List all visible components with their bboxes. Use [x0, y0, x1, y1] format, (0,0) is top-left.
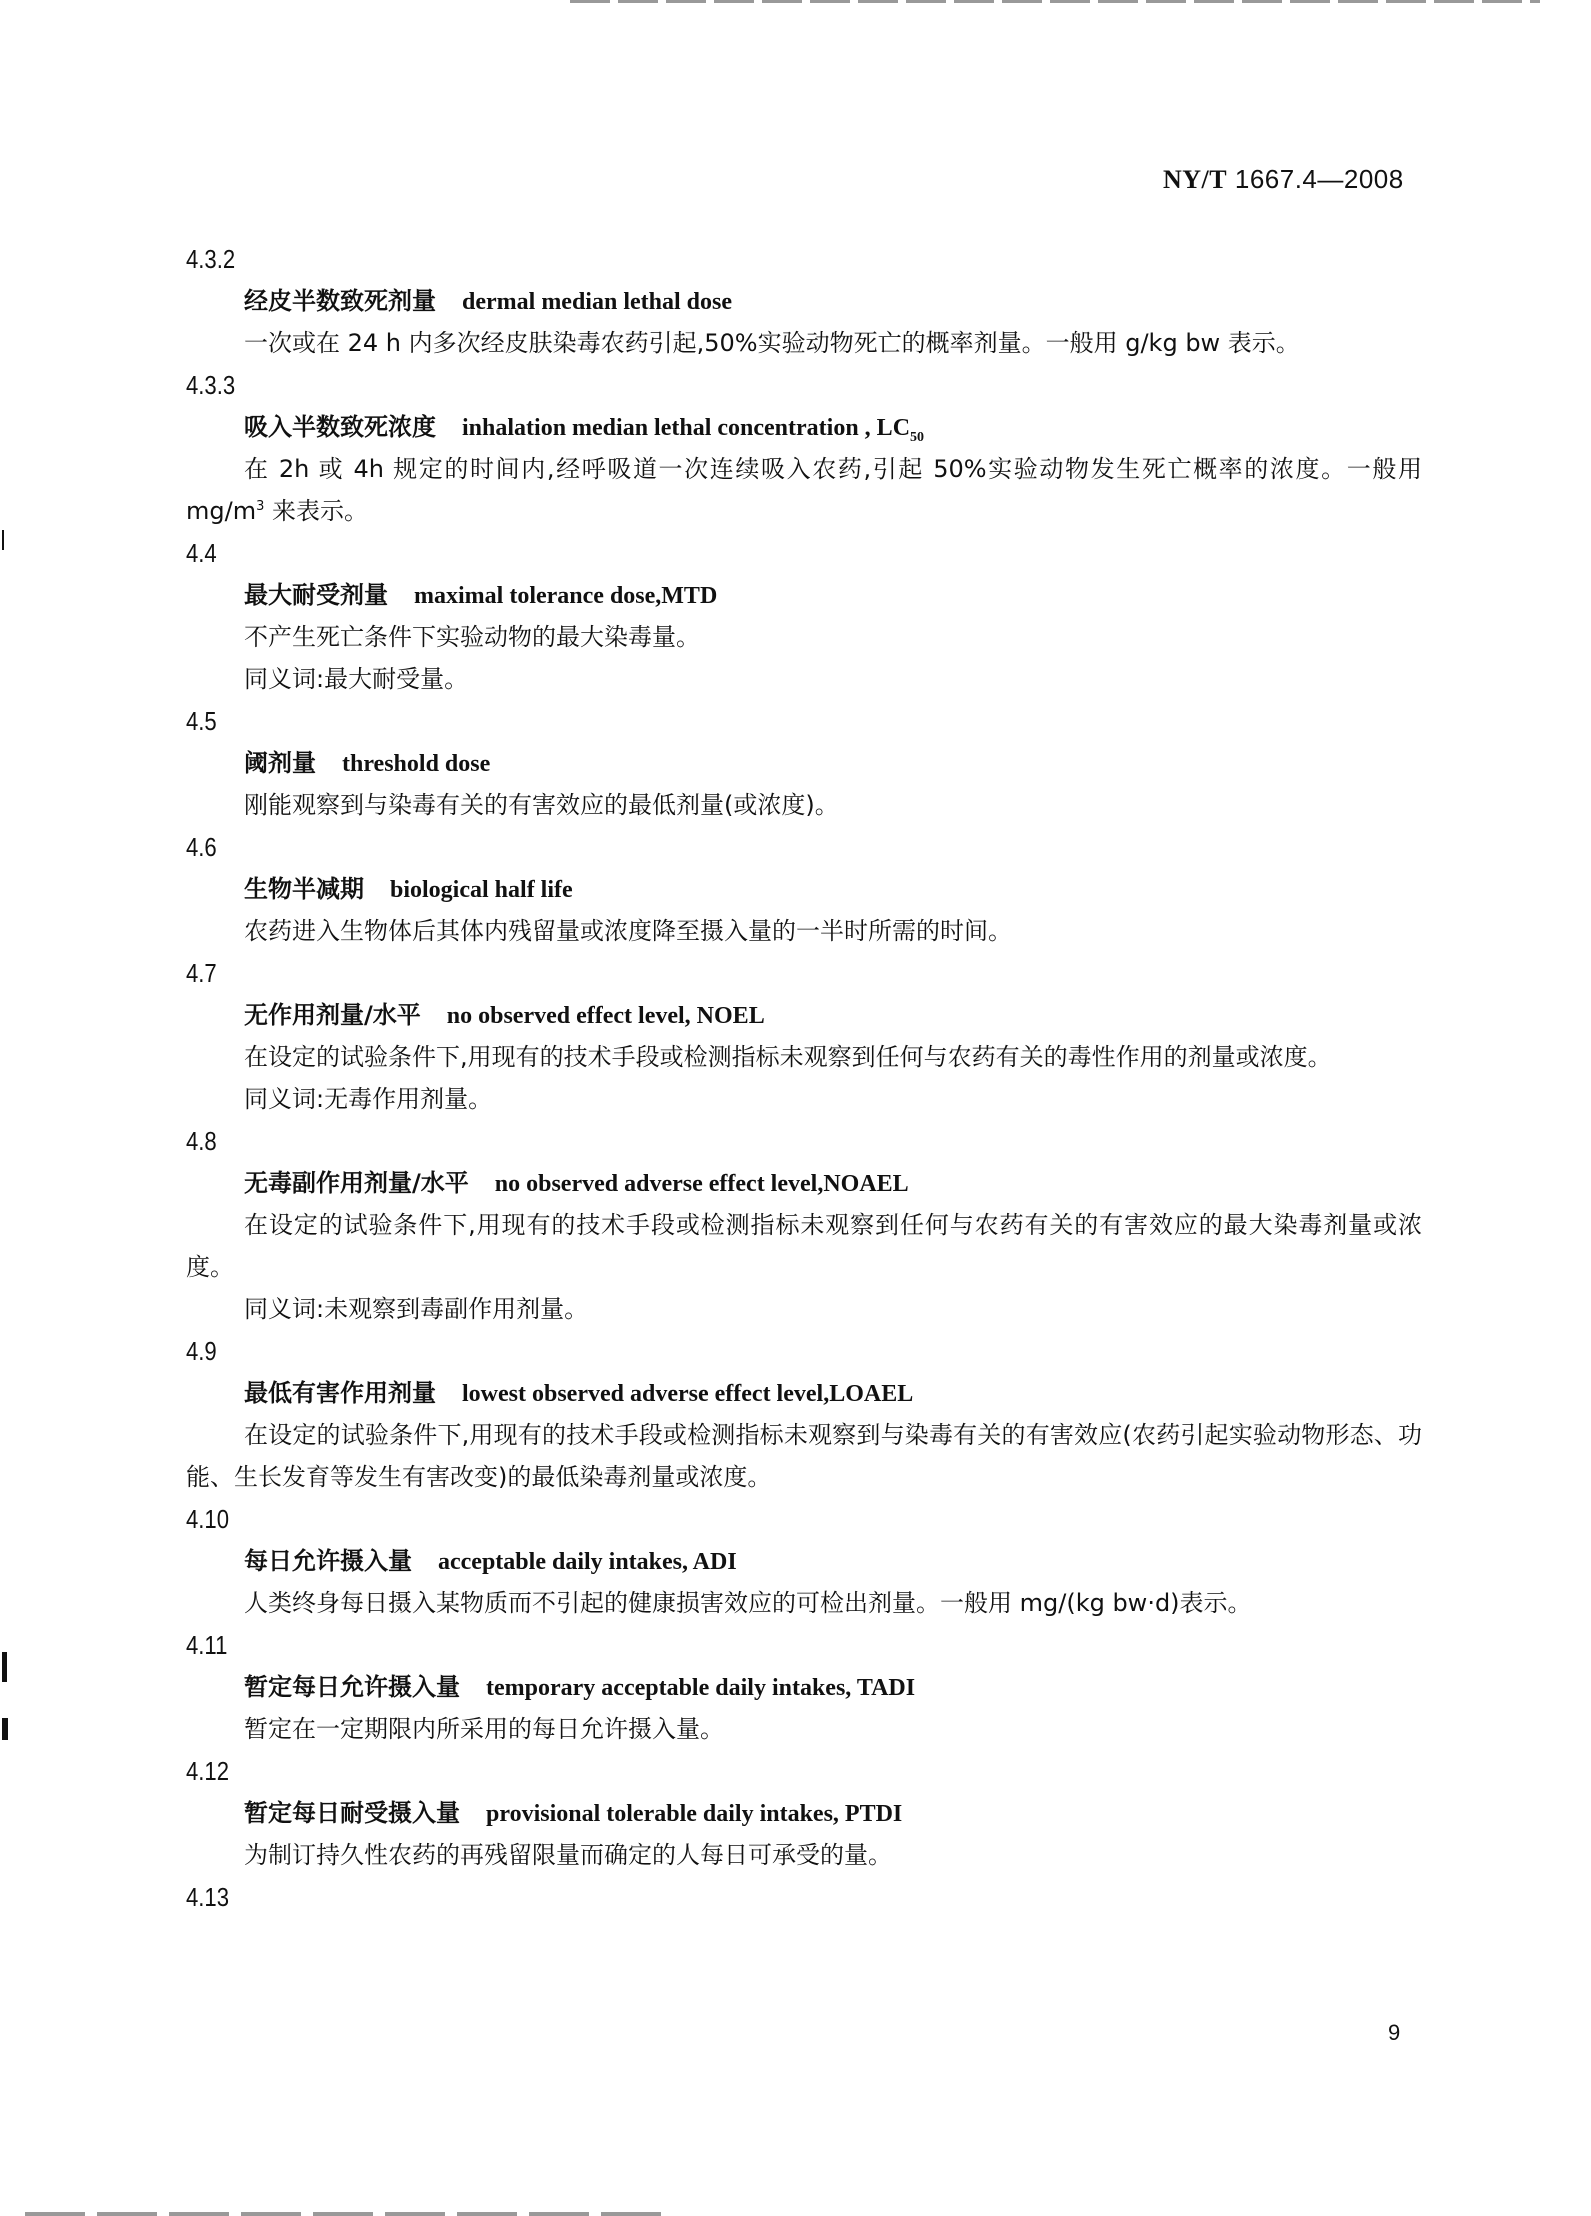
term-en: biological half life — [390, 877, 573, 903]
clause-number: 4.10 — [186, 1504, 230, 1534]
term-zh: 每日允许摄入量 — [244, 1547, 412, 1575]
term-heading — [186, 406, 1422, 448]
term-heading — [186, 280, 1422, 322]
term-heading — [186, 994, 1422, 1036]
definition-paragraph: 暂定在一定期限内所采用的每日允许摄入量。 — [244, 1715, 724, 1743]
term-en-text: inhalation median lethal concentration , LC — [462, 415, 911, 441]
definition-paragraph: 刚能观察到与染毒有关的有害效应的最低剂量(或浓度)。 — [244, 791, 839, 819]
document-body — [186, 238, 1422, 1918]
term-en: temporary acceptable daily intakes, TADI — [486, 1675, 916, 1701]
clause-number: 4.3.2 — [186, 244, 236, 274]
definition-paragraph — [186, 448, 1422, 532]
scan-edge-top — [570, 0, 1540, 3]
term-en: no observed adverse effect level,NOAEL — [494, 1171, 909, 1197]
clause-number: 4.3.3 — [186, 370, 236, 400]
clause-number: 4.4 — [186, 538, 217, 568]
clause-number: 4.11 — [186, 1630, 228, 1660]
standard-prefix: NY/T — [1163, 165, 1228, 194]
standard-code-header — [1163, 164, 1404, 195]
synonym-paragraph: 同义词:无毒作用剂量。 — [244, 1085, 493, 1113]
term-zh: 阈剂量 — [244, 749, 316, 777]
term-heading — [186, 742, 1422, 784]
clause-number: 4.13 — [186, 1882, 230, 1912]
term-zh: 生物半减期 — [244, 875, 364, 903]
scan-margin-mark — [2, 1652, 7, 1682]
term-zh: 暂定每日耐受摄入量 — [244, 1799, 460, 1827]
term-en: provisional tolerable daily intakes, PTDI — [486, 1801, 903, 1827]
definition-paragraph: 在设定的试验条件下,用现有的技术手段或检测指标未观察到与染毒有关的有害效应(农药引起实验动物形态、功能、生长发育等发生有害改变)的最低染毒剂量或浓度。 — [186, 1421, 1422, 1491]
term-heading — [186, 1792, 1422, 1834]
definition-paragraph: 为制订持久性农药的再残留限量而确定的人每日可承受的量。 — [244, 1841, 892, 1869]
term-heading — [186, 1666, 1422, 1708]
clause-number: 4.9 — [186, 1336, 217, 1366]
definition-paragraph: 在设定的试验条件下,用现有的技术手段或检测指标未观察到任何与农药有关的毒性作用的剂量或浓度。 — [244, 1043, 1332, 1071]
term-zh: 最低有害作用剂量 — [244, 1379, 436, 1407]
definition-text: 在 2h 或 4h 规定的时间内,经呼吸道一次连续吸入农药,引起 50%实验动物发生死亡概率的浓度。一般用 mg/m — [186, 455, 1422, 525]
term-subscript: 50 — [910, 429, 925, 445]
term-heading — [186, 868, 1422, 910]
synonym-paragraph: 同义词:最大耐受量。 — [244, 665, 469, 693]
clause-number: 4.8 — [186, 1126, 217, 1156]
definition-text-end: 来表示。 — [272, 497, 368, 525]
standard-number: 1667.4—2008 — [1234, 164, 1404, 194]
term-zh: 最大耐受剂量 — [244, 581, 388, 609]
definition-paragraph: 在设定的试验条件下,用现有的技术手段或检测指标未观察到任何与农药有关的有害效应的最大染毒剂量或浓度。 — [186, 1211, 1422, 1281]
term-heading — [186, 1162, 1422, 1204]
definition-paragraph: 一次或在 24 h 内多次经皮肤染毒农药引起,50%实验动物死亡的概率剂量。一般用 g/kg bw 表示。 — [244, 329, 1300, 357]
clause-number: 4.5 — [186, 706, 217, 736]
term-en: threshold dose — [342, 751, 491, 777]
term-heading — [186, 1372, 1422, 1414]
term-en — [462, 415, 925, 445]
clause-number: 4.7 — [186, 958, 217, 988]
term-heading — [186, 574, 1422, 616]
unit-superscript: 3 — [256, 499, 265, 514]
term-zh: 无作用剂量/水平 — [244, 1001, 421, 1029]
clause-number: 4.6 — [186, 832, 217, 862]
scan-margin-mark — [2, 530, 4, 550]
definition-paragraph: 不产生死亡条件下实验动物的最大染毒量。 — [244, 623, 700, 651]
page-number: 9 — [1388, 2020, 1401, 2045]
term-en: maximal tolerance dose,MTD — [414, 583, 718, 609]
scan-edge-bottom — [25, 2212, 665, 2216]
definition-paragraph: 农药进入生物体后其体内残留量或浓度降至摄入量的一半时所需的时间。 — [244, 917, 1012, 945]
term-zh: 经皮半数致死剂量 — [244, 287, 436, 315]
term-en: lowest observed adverse effect level,LOAEL — [462, 1381, 914, 1407]
term-en: no observed effect level, NOEL — [446, 1003, 765, 1029]
clause-number: 4.12 — [186, 1756, 230, 1786]
term-en: dermal median lethal dose — [462, 289, 732, 315]
synonym-paragraph: 同义词:未观察到毒副作用剂量。 — [244, 1295, 589, 1323]
term-zh: 暂定每日允许摄入量 — [244, 1673, 460, 1701]
term-zh: 无毒副作用剂量/水平 — [244, 1169, 469, 1197]
term-zh: 吸入半数致死浓度 — [244, 413, 436, 441]
term-en: acceptable daily intakes, ADI — [438, 1549, 737, 1575]
definition-paragraph: 人类终身每日摄入某物质而不引起的健康损害效应的可检出剂量。一般用 mg/(kg bw·d)表示。 — [244, 1589, 1252, 1617]
scan-margin-mark — [2, 1718, 8, 1740]
term-heading — [186, 1540, 1422, 1582]
